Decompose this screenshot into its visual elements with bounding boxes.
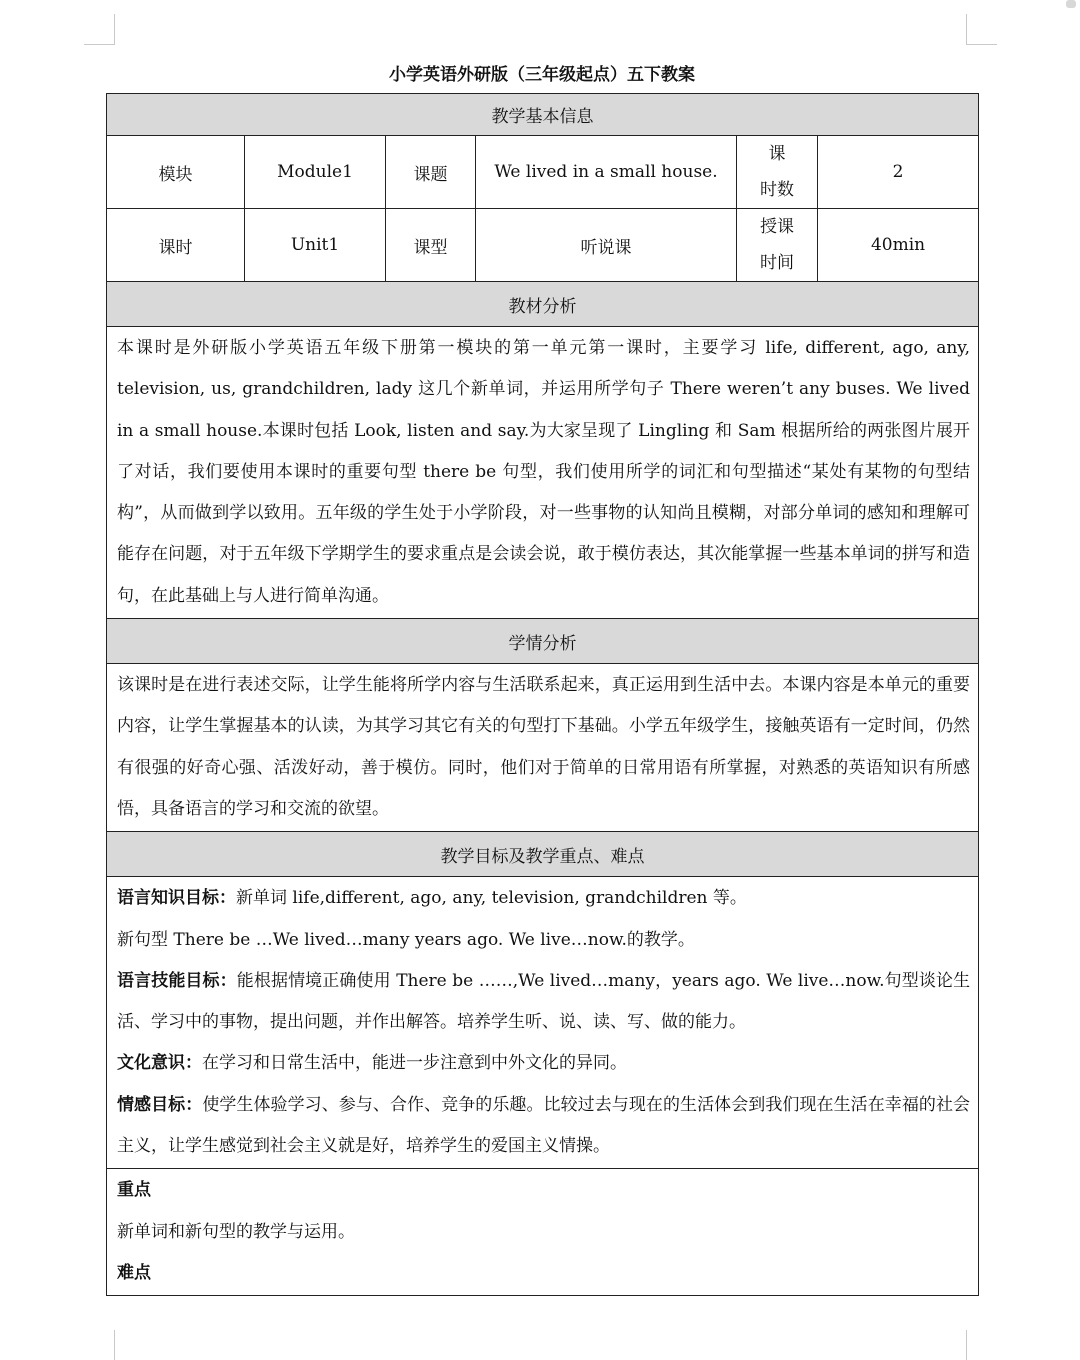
- knowledge-label: 语言知识目标：: [117, 888, 236, 909]
- lesson-plan-table: [106, 93, 979, 1296]
- skill-text: 能根据情境正确使用 There be ……,We lived…many，years ago. We live…now.句型谈论生活、学习中的事物，提出问题，并作出解答。培养学生听、说、读、写、做的能力。: [117, 970, 971, 1033]
- culture-text: 在学习和日常生活中，能进一步注意到中外文化的异同。: [202, 1053, 627, 1074]
- hours-value: 2: [818, 136, 979, 209]
- key-points-section: [107, 1169, 979, 1296]
- textbook-analysis-text: [107, 327, 979, 619]
- module-label: 模块: [107, 136, 245, 209]
- knowledge-objective: [117, 878, 970, 919]
- textbook-analysis-paragraph: 本课时是外研版小学英语五年级下册第一模块的第一单元第一课时，主要学习 life, different, ago, any, television, us, grandchildren, lady 这几个新单词，并运用所学句子 There weren’t any buses. We lived in a small house.本课时包括 Look, listen and say.为大家呈现了 Lingling 和 Sam 根据所给的两张图片展开了对话，我们要使用本课时的重要句型 there be 句型，我们使用所学的词汇和句型描述“某处有某物的句型结构”，从而做到学以致用。五年级的学生处于小学阶段，对一些事物的认知尚且模糊，对部分单词的感知和理解可能存在问题，对于五年级下学期学生的要求重点是会读会说，敢于模仿表达，其次能掌握一些基本单词的拼写和造句，在此基础上与人进行简单沟通。: [117, 338, 971, 606]
- topic-value: We lived in a small house.: [476, 136, 737, 209]
- period-label: 课时: [107, 209, 245, 282]
- crop-mark-top-right: [966, 14, 997, 45]
- type-value: 听说课: [476, 209, 737, 282]
- scrollbar-thumb[interactable]: [1066, 0, 1076, 8]
- emotion-label: 情感目标：: [117, 1094, 203, 1115]
- knowledge-objective-2: 新句型 There be …We lived…many years ago. We live…now.的教学。: [117, 929, 695, 950]
- culture-objective: [117, 1043, 970, 1084]
- basic-info-header: 教学基本信息: [107, 94, 979, 136]
- time-label-line2: 时间: [760, 253, 794, 273]
- student-analysis-header: 学情分析: [107, 619, 979, 664]
- crop-mark-bottom-right: [966, 1330, 997, 1360]
- knowledge-text: 新单词 life,different, ago, any, television, grandchildren 等。: [236, 888, 747, 909]
- topic-label: 课题: [386, 136, 476, 209]
- emotion-text: 使学生体验学习、参与、合作、竞争的乐趣。比较过去与现在的生活体会到我们现在生活在幸福的社会主义，让学生感觉到社会主义就是好，培养学生的爱国主义情操。: [117, 1094, 971, 1157]
- textbook-analysis-header: 教材分析: [107, 282, 979, 327]
- crop-mark-top-left: [84, 14, 115, 45]
- key-points-text: 新单词和新句型的教学与运用。: [117, 1221, 355, 1242]
- module-value: Module1: [245, 136, 386, 209]
- objectives-text: [107, 877, 979, 1169]
- table-row: [107, 136, 979, 209]
- hours-label-line2: 时数: [760, 180, 794, 200]
- student-analysis-paragraph: 该课时是在进行表述交际，让学生能将所学内容与生活联系起来，真正运用到生活中去。本课内容是本单元的重要内容，让学生掌握基本的认读，为其学习其它有关的句型打下基础。小学五年级学生，接触英语有一定时间，仍然有很强的好奇心强、活泼好动，善于模仿。同时，他们对于简单的日常用语有所掌握，对熟悉的英语知识有所感悟，具备语言的学习和交流的欲望。: [117, 675, 971, 819]
- hours-label: [737, 136, 818, 209]
- student-analysis-text: [107, 664, 979, 832]
- difficulty-label: 难点: [117, 1262, 151, 1283]
- skill-label: 语言技能目标：: [117, 970, 237, 991]
- time-label: [737, 209, 818, 282]
- emotion-objective: [117, 1085, 970, 1168]
- crop-mark-bottom-left: [84, 1330, 115, 1360]
- hours-label-line1: 课: [768, 144, 786, 164]
- document-title: 小学英语外研版（三年级起点）五下教案: [389, 65, 695, 85]
- key-points-label: 重点: [117, 1180, 151, 1201]
- time-label-line1: 授课: [760, 217, 794, 237]
- objectives-header: 教学目标及教学重点、难点: [107, 832, 979, 877]
- time-value: 40min: [818, 209, 979, 282]
- period-value: Unit1: [245, 209, 386, 282]
- table-row: [107, 209, 979, 282]
- skill-objective: [117, 961, 970, 1044]
- culture-label: 文化意识：: [117, 1053, 202, 1074]
- type-label: 课型: [386, 209, 476, 282]
